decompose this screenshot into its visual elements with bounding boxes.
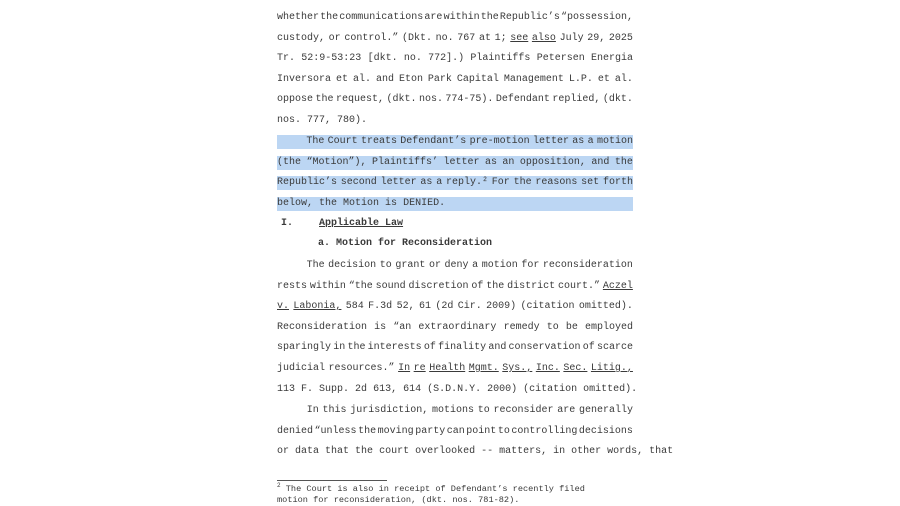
text-line: custody, or control.” (Dkt. no. 767 at 1; see also July 29, 2025 — [277, 32, 633, 44]
subsection-title: Motion for Reconsideration — [336, 238, 493, 249]
text-line: v. Labonia, 584 F.3d 52, 61 (2d Cir. 2009) (citation omitted). — [277, 301, 633, 313]
footnote-divider — [277, 480, 387, 481]
section-heading — [281, 217, 403, 231]
text-line: The Court treats Defendant’s pre-motion letter as a motion — [277, 135, 633, 149]
section-number: I. — [281, 218, 294, 229]
text-line: or data that the court overlooked -- matters, in other words, that — [277, 446, 674, 458]
footnote-line-2: motion for reconsideration, (dkt. nos. 781-82). — [277, 495, 520, 505]
text-line: below, the Motion is DENIED. — [277, 197, 633, 211]
text-line: Tr. 52:9-53:23 [dkt. no. 772].) Plaintiffs Petersen Energia — [277, 53, 633, 65]
text-line: oppose the request, (dkt. nos. 774-75). Defendant replied, (dkt. — [277, 94, 633, 106]
subsection-heading — [318, 237, 492, 251]
section-title: Applicable Law — [319, 218, 404, 229]
text-line: denied “unless the moving party can point to controlling decisions — [277, 425, 633, 437]
footnote-line-1: $^2$ The Court is also in receipt of Defendant’s recently filed — [277, 482, 585, 494]
text-line: judicial resources.” In re Health Mgmt. Sys., Inc. Sec. Litig., — [277, 363, 633, 374]
text-line: (the “Motion”), Plaintiffs’ letter as an opposition, and the — [277, 156, 633, 168]
text-line: whether the communications are within the Republic’s “possession, — [277, 12, 633, 23]
text-line: sparingly in the interests of finality and conservation of scarce — [277, 342, 633, 354]
text-line: 113 F. Supp. 2d 613, 614 (S.D.N.Y. 2000) (citation omitted). — [277, 383, 638, 395]
text-line: rests within “the sound discretion of the district court.” Aczel — [277, 280, 633, 292]
text-line: Reconsideration is “an extraordinary remedy to be employed — [277, 321, 633, 333]
text-line: Republic’s second letter as a reply.² For the reasons set forth — [277, 177, 633, 189]
subsection-letter: a. — [318, 238, 331, 249]
text-line: nos. 777, 780). — [277, 115, 368, 126]
text-line: The decision to grant or deny a motion for reconsideration — [306, 260, 633, 271]
text-line: In this jurisdiction, motions to reconsider are generally — [306, 405, 633, 416]
text-line: Inversora et al. and Eton Park Capital Management L.P. et al. — [277, 73, 633, 85]
